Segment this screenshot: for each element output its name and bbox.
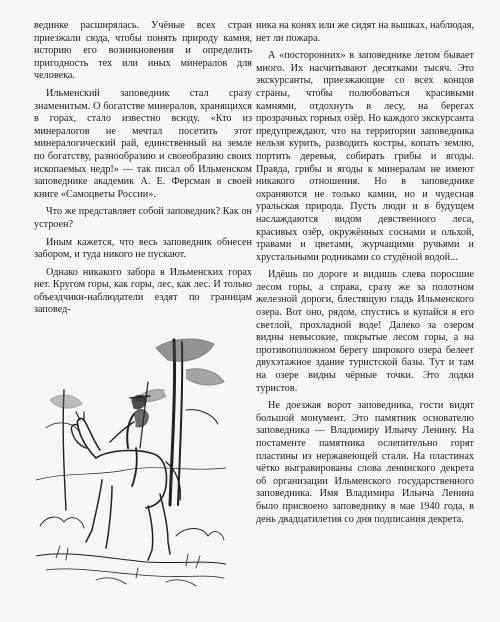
horse-rider-drawing bbox=[36, 330, 226, 592]
left-text-column bbox=[34, 20, 252, 322]
paragraph: ника на конях или же сидят на вышках, наблюдая, нет ли пожара. bbox=[256, 20, 474, 44]
paragraph: А «посторонних» в заповеднике летом бывает много. Их насчитывают десятками тысяч. Это экскурсанты, приезжающие со всех концов страны, чтобы полюбоваться красивыми камнями, отдохнуть в лесу, на берегах прозрачных горных озёр. Но каждого экскурсанта предупреждают, что на территории заповедника нельзя курить, разводить костры, копать землю, портить деревья, собирать грибы и ягоды. Правда, грибы и ягоды к минералам не имеют никакого отношения. Но в заповеднике охраняются не только камни, но и чудесная уральская природа. Пусть люди и в будущем наслаждаются видом девственного леса, красивых озёр, окружённых соснами и ольхой, травами и цветами, журчащими ручьями и хрустальными родниками со студёной водой... bbox=[256, 50, 474, 263]
paragraph: Идёшь по дороге и видишь слева поросшие лесом горы, а справа, сразу же за полотном железной дороги, блестящую гладь Ильменского озера. Вот оно, рядом, спустись и купайся в его светлой, прохладной воде! Далеко за озером видны невысокие, покрытые лесом горы, а на противоположном берегу широкого озера белеет двухэтажное здание туристской базы. Тут и там на озере видны чёрные точки. Это лодки туристов. bbox=[256, 269, 474, 394]
paragraph: Не доезжая ворот заповедника, гости видят большой монумент. Это памятник основателю заповедника — Владимиру Ильичу Ленину. На постаменте памятника ослепительно горят пластины из нержавеющей стали. На пластинах чётко выгравированы слова ленинского декрета об организации Ильменского государственного заповедника. Имя Владимира Ильича Ленина было присвоено заповеднику в мае 1940 года, в день двадцатилетия со дня подписания декрета. bbox=[256, 400, 474, 525]
paragraph: Что же представляет собой заповедник? Как он устроен? bbox=[34, 206, 252, 230]
paragraph: вединке расширялась. Учёные всех стран приезжали сюда, чтобы понять природу камня, историю его возникновения и определить пригодность тех или иных минералов для человека. bbox=[34, 20, 252, 82]
paragraph: Однако никакого забора в Ильменских горах нет. Кругом горы, как горы, лес, как лес. И только объездчики-наблюдатели ездят по границам заповед- bbox=[34, 266, 252, 316]
rider-illustration bbox=[36, 330, 226, 592]
paragraph: Иным кажется, что весь заповедник обнесен забором, и туда никого не пускают. bbox=[34, 236, 252, 261]
paragraph: Ильменский заповедник стал сразу знаменитым. О богатстве минералов, хранящихся в горах, стало известно всюду. «Кто из минералогов не мечтал посетить этот минералогический рай, единственный на земле по богатству, разнообразию и своеобразию своих ископаемых недр!» — так писал об Ильменском заповеднике академик А. Е. Ферсман в своей книге «Самоцветы России». bbox=[34, 87, 252, 200]
right-text-column bbox=[256, 20, 474, 531]
